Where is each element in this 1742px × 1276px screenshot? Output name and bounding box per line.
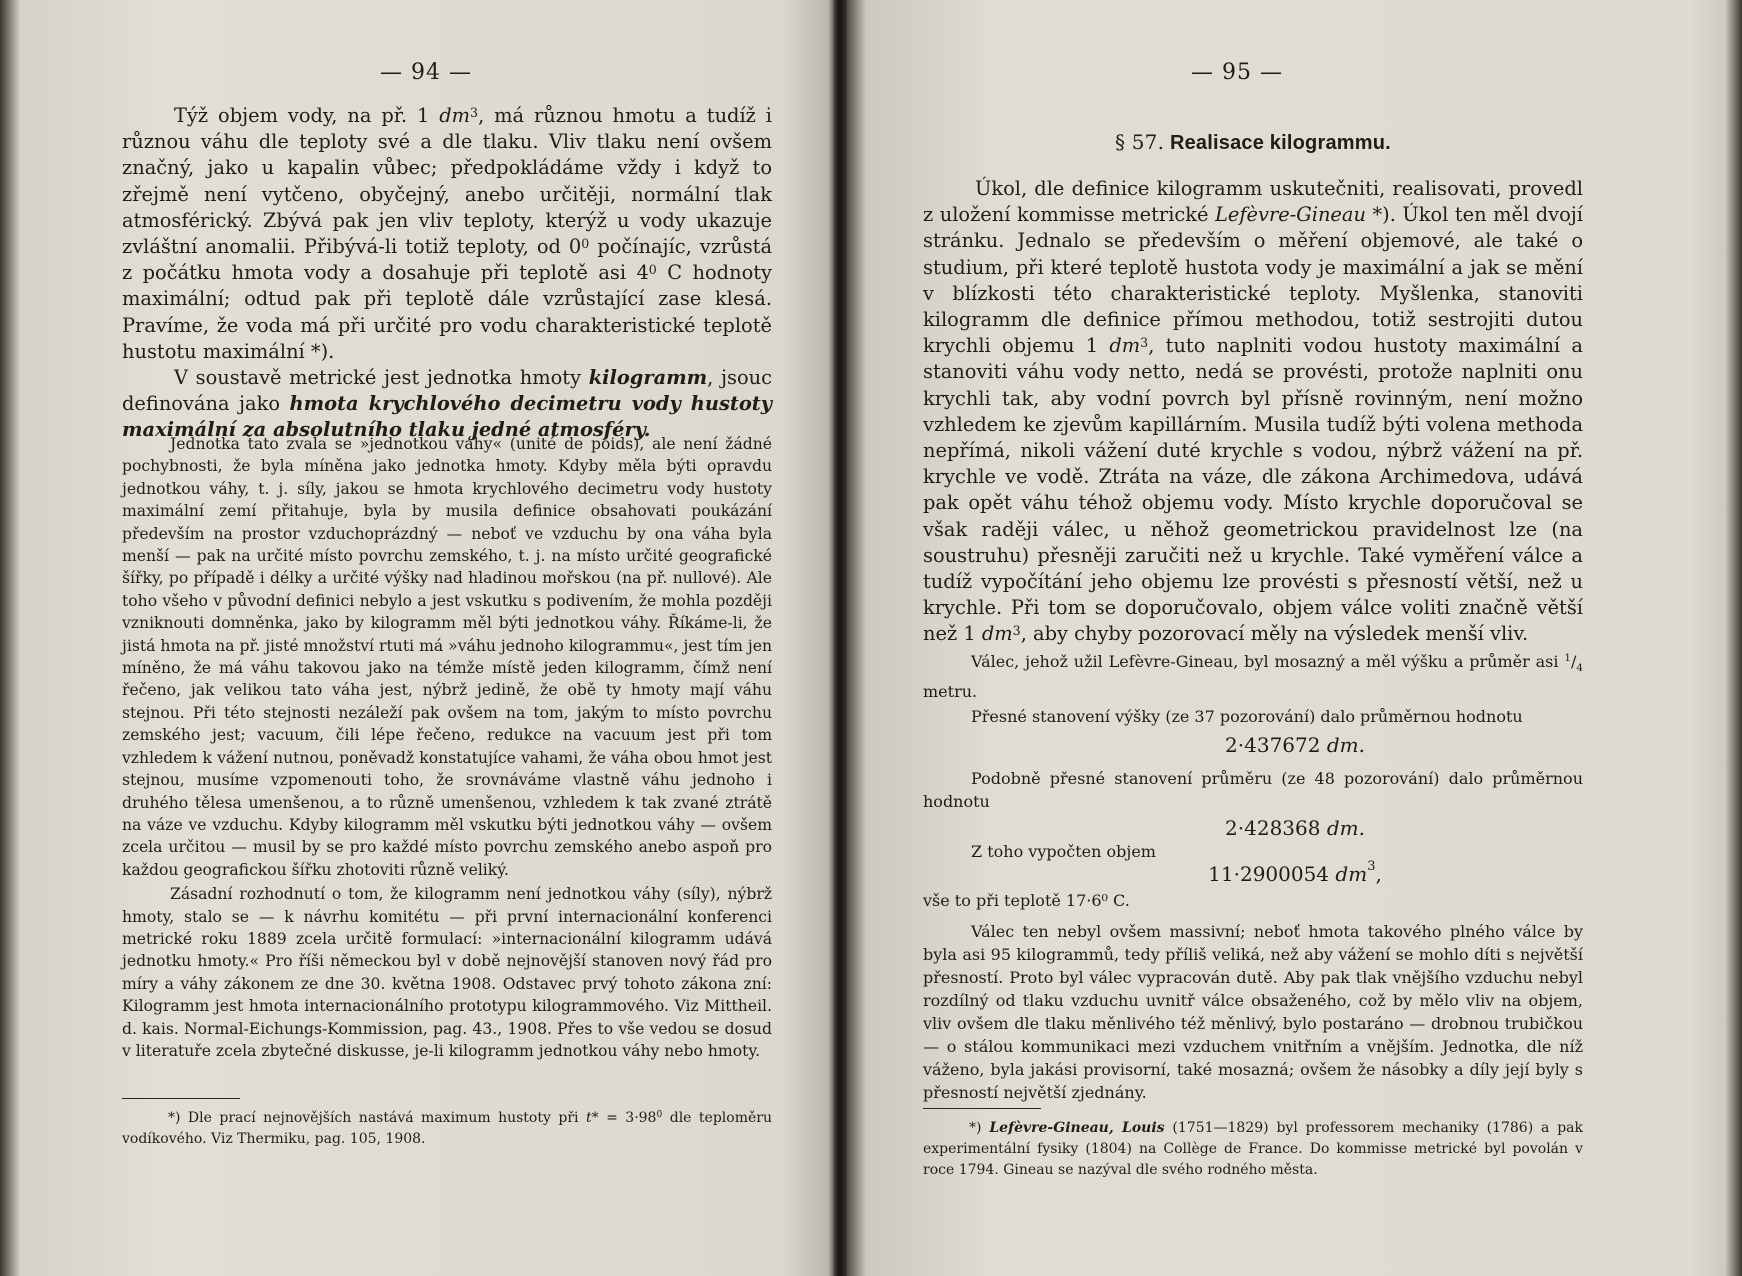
paragraph: Přesné stanovení výšky (ze 37 pozorování) dalo průměrnou hodnotu <box>971 707 1523 727</box>
paragraph: Z toho vypočten objem <box>971 842 1156 861</box>
small-print <box>122 433 772 1062</box>
paragraph: Úkol, dle definice kilogramm uskutečniti, realisovati, provedl z uložení kommisse metrické Lefèvre-Gineau *). Úkol ten měl dvojí stránku. Jednalo se především o měření objemové, ale také o studium, při které teplotě hustota vody je maximální a jak se mění v blízkosti této charakteristické teploty. Myšlenka, stanoviti kilogramm dle definice přímou methodou, totiž sestrojiti dutou krychli objemu 1 $dm^3$, tuto naplniti vodou hustoty maximální a stanoviti váhu vody netto, nedá se provésti, protože naplniti onu krychli tak, aby vodní povrch byl přísně rovinným, není možno vzhledem ke zjevům kapillárním. Musila tudíž býti volena methoda nepřímá, nikoli vážení duté krychle s vodou, nýbrž vážení na př. krychle ve vodě. Ztráta na váze, dle zákona Archimedova, udává pak opět váhu téhož objemu vody. Místo krychle doporučoval se však raději válec, u něhož geometrickou pravidelnost lze (na soustruhu) přesněji zaručiti než u krychle. Také vyměření válce a tudíž vypočítání jeho objemu lze provésti s přesností větší, než u krychle. Při tom se doporučovalo, objem válce voliti značně větší než 1 $dm^3$, aby chyby pozorovací měly na výsledek menší vliv. <box>923 177 1583 646</box>
small-print <box>923 889 1583 1104</box>
footnote: *) Lefèvre-Gineau, Louis (1751—1829) byl professorem mechaniky (1786) a pak experimentální fysiky (1804) na Collège de France. Do kommisse metrické byl povolán v roce 1794. Gineau se nazýval dle svého rodného města. <box>923 1120 1584 1178</box>
paragraph: Jednotka tato zvala se »jednotkou váhy« (unité de poids), ale není žádné pochybnosti, že byla míněna jako jednotka hmoty. Kdyby měla býti opravdu jednotkou váhy, t. j. síly, jakou se hmota krychlového decimetru vody hustoty maximální zemí přitahuje, byla by musila definice obsahovati poukázání především na prostor vzduchoprázdný — neboť ve vzduchu by ona váha byla menší — pak na určité místo povrchu zemského, t. j. na místo určité geografické šířky, po případě i délky a určité výšky nad hladinou mořskou (na př. nullové). Ale toho všeho v původní definici nebylo a jest vskutku s podivením, že mohla později vzniknouti domněnka, jako by kilogramm měl býti jednotkou váhy. Říkáme-li, že jistá hmota na př. jisté množství rtuti má »váhu jednoho kilogrammu«, jest tím jen míněno, že má váhu takovou jako na témže místě jeden kilogramm, čímž není řečeno, jak velikou tato váha jest, nýbrž jedině, že obě ty hmoty mají váhu stejnou. Při této stejnosti nezáleží pak ovšem na tom, jakým to místo povrchu zemského jest; vacuum, čili lépe řečeno, redukce na vacuum jest při tom vzhledem k vážení nutnou, poněvadž konstatujíce vahami, že váha obou hmot jest stejnou, musíme vzpomenouti toho, že srovnáváme vlastně váhu jednoho i druhého tělesa umenšenou, a to různě umenšenou, vzhledem k tak zvané ztrátě na váze ve vzduchu. Kdyby kilogramm měl vskutku býti jednotkou váhy — ovšem zcela určitou — musil by se pro každé místo povrchu zemského anebo aspoň pro každou geografickou šířku zhotoviti různě veliký. <box>122 435 772 879</box>
paragraph: V soustavě metrické jest jednotka hmoty kilogramm, jsouc definována jako hmota krychlového decimetru vody hustoty maximální za absolutního tlaku jedné atmosféry. <box>122 366 773 442</box>
small-print <box>923 767 1583 813</box>
paragraph: Válec, jehož užil Lefèvre-Gineau, byl mosazný a měl výšku a průměr asi $^1/_4$ metru. <box>923 652 1583 702</box>
book-gutter <box>833 0 847 1276</box>
right-page <box>848 0 1742 1276</box>
main-text <box>122 103 772 444</box>
section-heading: § 57. Realisace kilogrammu. <box>1115 130 1391 154</box>
main-text <box>923 176 1583 648</box>
footnote-rule <box>923 1108 1041 1109</box>
paragraph: Válec ten nebyl ovšem massivní; neboť hmota takového plného válce by byla asi 95 kilogrammů, tedy příliš veliká, než aby vážení se mohlo díti s největší přesností. Proto byl válec vypracován dutě. Aby pak tlak vnějšího vzduchu nebyl rozdílný od tlaku vzduchu uvnitř válce obsaženého, což by mělo vliv na objem, vliv ovšem dle tlaku měnlivého též měnlivý, bylo postaráno — drobnou trubičkou — o stálou kommunikaci mezi vzduchem vnitřním a vnějším. Jednotka, dle níž váženo, byla jakási provisorní, také mosazná; ovšem že násobky a díly její byly s přesností největší zjednány. <box>923 922 1583 1102</box>
formula-volume: 11·2900054 $dm^3$, <box>1208 859 1382 886</box>
paragraph: Zásadní rozhodnutí o tom, že kilogramm není jednotkou váhy (síly), nýbrž hmoty, stalo se — k návrhu komitétu — při první internacionální konferenci metrické roku 1889 zcela určitě formulací: »internacionální kilogramm udává jednotku hmoty.« Pro říši německou byl v době nejnovější stanoven nový řád pro míry a váhy zákonem ze dne 30. května 1908. Odstavec prvý tohoto zákona zní: Kilogramm jest hmota internacionálního prototypu kilogrammového. Viz Mittheil. d. kais. Normal-Eichungs-Kommission, pag. 43., 1908. Přes to vše vedou se dosud v literatuře zcela zbytečné diskusse, je-li kilogramm jednotkou váhy nebo hmoty. <box>122 885 772 1060</box>
page-number: — 95 — <box>1191 60 1283 85</box>
formula-height: 2·437672 dm. <box>1225 733 1365 757</box>
small-print <box>923 650 1583 728</box>
formula-diameter: 2·428368 dm. <box>1225 816 1365 840</box>
footnote: *) Dle prací nejnovějších nastává maximum hustoty při $t* = 3\cdot 98^0$ dle teploměru vodíkového. Viz Thermiku, pag. 105, 1908. <box>122 1110 772 1147</box>
paragraph: Týž objem vody, na př. 1 $dm^3$, má různou hmotu a tudíž i různou váhu dle teploty své a dle tlaku. Vliv tlaku není ovšem značný, jako u kapalin vůbec; předpokládáme vždy i když to zřejmě není vytčeno, obyčejný, anebo určitěji, normální tlak atmosférický. Zbývá pak jen vliv teploty, kterýž u vody ukazuje zvláštní anomalii. Přibývá-li totiž teploty, od $0^0$ počínajíc, vzrůstá z počátku hmota vody a dosahuje při teplotě asi $4^0$ C hodnoty maximální; odtud pak při teplotě dále vzrůstající zase klesá. Pravíme, že voda má při určité pro vodu charakteristické teplotě hustotu maximální *). <box>122 104 772 363</box>
paragraph: vše to při teplotě 17·6⁰ C. <box>923 891 1130 910</box>
footnote-rule <box>122 1098 240 1099</box>
small-print <box>923 840 1583 863</box>
paragraph: Podobně přesné stanovení průměru (ze 48 pozorování) dalo průměrnou hodnotu <box>923 769 1583 811</box>
page-number: — 94 — <box>380 60 472 85</box>
left-page <box>0 0 832 1276</box>
